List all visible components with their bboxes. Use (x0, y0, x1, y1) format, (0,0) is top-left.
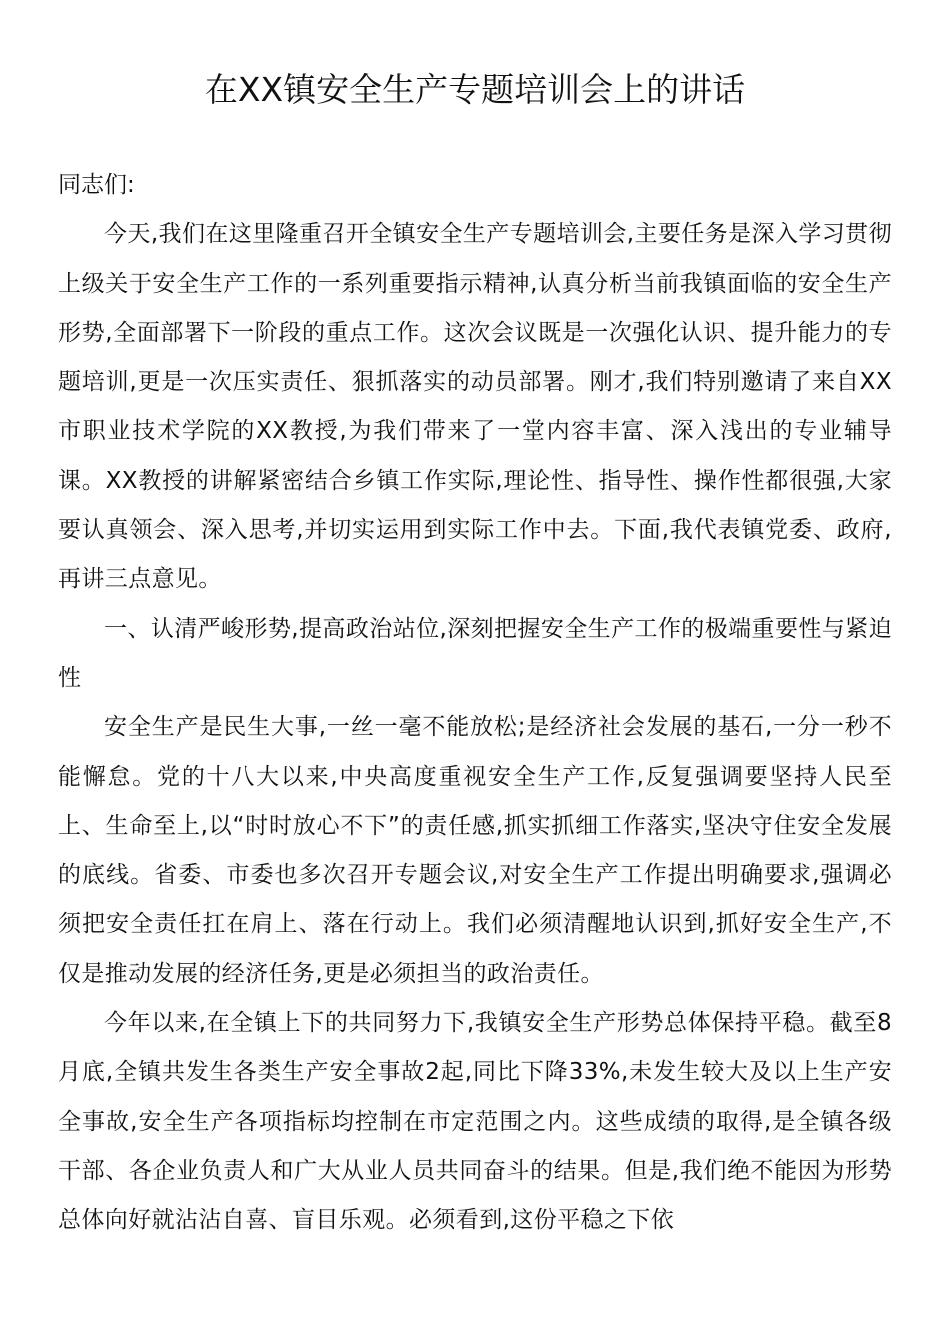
paragraph-importance: 安全生产是民生大事,一丝一毫不能放松;是经济社会发展的基石,一分一秒不能懈怠。党的十八大以来,中央高度重视安全生产工作,反复强调要坚持人民至上、生命至上,以“时时放心不下”的责任感,抓实抓细工作落实,坚决守住安全发展的底线。省委、市委也多次召开专题会议,对安全生产工作提出明确要求,强调必须把安全责任扛在肩上、落在行动上。我们必须清醒地认识到,抓好安全生产,不仅是推动发展的经济任务,更是必须担当的政治责任。 (58, 714, 892, 987)
paragraph-situation: 今年以来,在全镇上下的共同努力下,我镇安全生产形势总体保持平稳。截至8月底,全镇共发生各类生产安全事故2起,同比下降33%,未发生较大及以上生产安全事故,安全生产各项指标均控制在市定范围之内。这些成绩的取得,是全镇各级干部、各企业负责人和广大从业人员共同奋斗的结果。但是,我们绝不能因为形势总体向好就沾沾自喜、盲目乐观。必须看到,这份平稳之下依 (58, 1010, 892, 1234)
salutation: 同志们: (58, 172, 135, 198)
section-heading-1: 一、认清严峻形势,提高政治站位,深刻把握安全生产工作的极端重要性与紧迫性 (58, 615, 892, 691)
document-title: 在XX镇安全生产专题培训会上的讲话 (204, 70, 746, 109)
paragraph-opening: 今天,我们在这里隆重召开全镇安全生产专题培训会,主要任务是深入学习贯彻上级关于安全生产工作的一系列重要指示精神,认真分析当前我镇面临的安全生产形势,全面部署下一阶段的重点工作。这次会议既是一次强化认识、提升能力的专题培训,更是一次压实责任、狠抓落实的动员部署。刚才,我们特别邀请了来自XX市职业技术学院的XX教授,为我们带来了一堂内容丰富、深入浅出的专业辅导课。XX教授的讲解紧密结合乡镇工作实际,理论性、指导性、操作性都很强,大家要认真领会、深入思考,并切实运用到实际工作中去。下面,我代表镇党委、政府,再讲三点意见。 (58, 221, 892, 593)
